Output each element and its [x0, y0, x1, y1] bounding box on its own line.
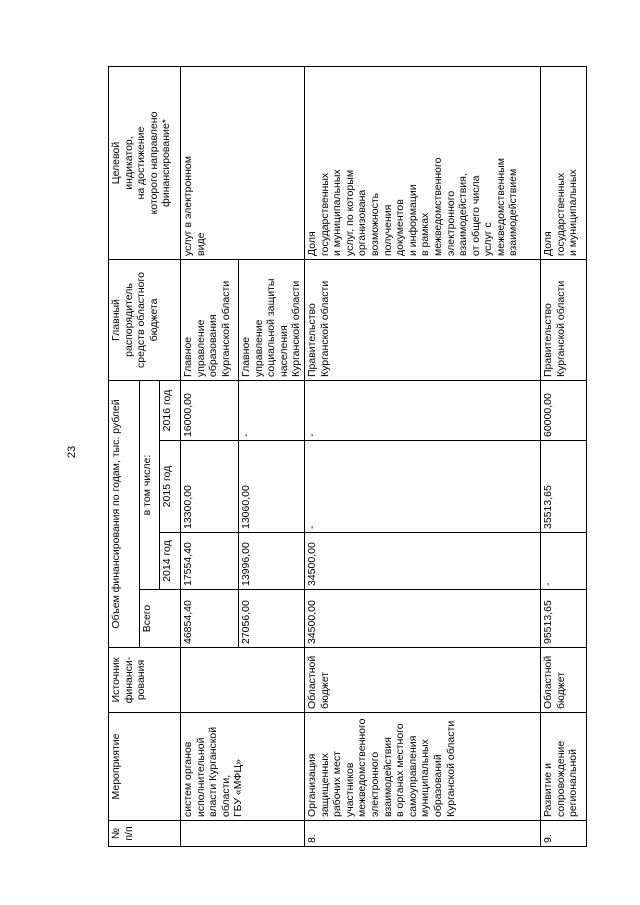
- cell-num: 8.: [304, 821, 540, 847]
- cell-total: 46854,40: [181, 590, 239, 648]
- cell-source: Областной бюджет: [304, 648, 540, 713]
- cell-2016: 16000,00: [181, 381, 239, 441]
- rotated-sheet: [108, 67, 580, 847]
- cell-2014: 17554,40: [181, 533, 239, 590]
- cell-total: 95513,65: [540, 590, 586, 648]
- cell-2016: -: [304, 381, 540, 441]
- cell-num: [181, 821, 305, 847]
- cell-indicator: Доля государственных и муниципальных: [540, 67, 586, 260]
- cell-indicator: услуг в электронном виде: [181, 67, 305, 260]
- header-including: в том числе:: [140, 381, 160, 590]
- cell-2014: 34500,00: [304, 533, 540, 590]
- cell-2015: 13300,00: [181, 441, 239, 533]
- header-total: Всего: [140, 590, 181, 648]
- cell-manager: Главное управление образования Курганской области: [181, 260, 239, 381]
- cell-manager: Правительство Курганской области: [304, 260, 540, 381]
- header-2014: 2014 год: [160, 533, 181, 590]
- cell-2016: 60000,00: [540, 381, 586, 441]
- cell-event: Развитие и сопровождение региональной: [540, 713, 586, 821]
- cell-manager: Главное управление социальной защиты населения Курганской области: [239, 260, 305, 381]
- page-number: 23: [66, 445, 78, 459]
- header-num: № п/п: [109, 821, 181, 847]
- cell-2014: 13996,00: [239, 533, 305, 590]
- cell-2014: -: [540, 533, 586, 590]
- header-source: Источник финанси- рования: [109, 648, 181, 713]
- header-2016: 2016 год: [160, 381, 181, 441]
- cell-indicator: Доля государственных и муниципальных услуг, по которым организована возможность получения документов и информации в рамках межведомственного электронного взаимодействия, от общего числа услуг с межведомственным взаимодействием: [304, 67, 540, 260]
- header-2015: 2015 год: [160, 441, 181, 533]
- table-row: [181, 67, 239, 847]
- header-event: Мероприятие: [109, 713, 181, 821]
- cell-manager: Правительство Курганской области: [540, 260, 586, 381]
- header-manager: Главный распорядитель средств областного бюджета: [109, 260, 181, 381]
- cell-2015: 35513,65: [540, 441, 586, 533]
- table-row: [540, 67, 586, 847]
- cell-total: 34500,00: [304, 590, 540, 648]
- table-row: [304, 67, 540, 847]
- cell-2015: -: [304, 441, 540, 533]
- cell-source: Областной бюджет: [540, 648, 586, 713]
- cell-total: 27056,00: [239, 590, 305, 648]
- cell-num: 9.: [540, 821, 586, 847]
- cell-event: Организация защищенных рабочих мест участников межведомственного электронного взаимодействия в органах местного самоуправления муниципальных образований Курганской области: [304, 713, 540, 821]
- header-indicator: Целевой индикатор, на достижение которого направлено финансирование*: [109, 67, 181, 260]
- cell-2015: 13060,00: [239, 441, 305, 533]
- cell-event: систем органов исполнительной власти Курганской области, ГБУ «МФЦ»: [181, 713, 305, 821]
- funding-table: [108, 66, 587, 847]
- header-funding-volume: Объем финансирования по годам, тыс. рублей: [109, 381, 140, 648]
- cell-2016: -: [239, 381, 305, 441]
- cell-source: [181, 648, 305, 713]
